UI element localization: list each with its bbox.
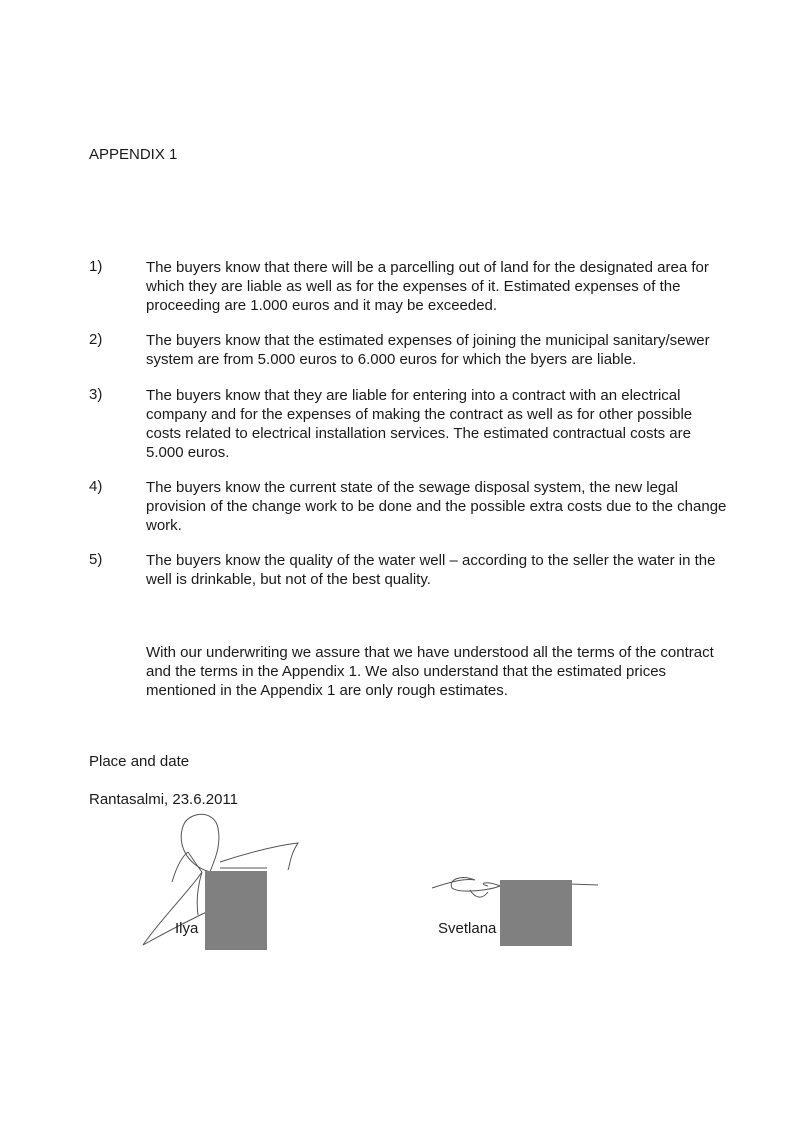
item-text [146,258,776,315]
place-and-date-label: Place and date [89,753,190,770]
item-line: costs related to electrical installation services. The estimated contractual costs are [146,425,691,442]
item-text [146,331,776,369]
item-text [146,386,776,462]
item-line: provision of the change work to be done and the possible extra costs due to the change [146,498,727,515]
place-and-date-value: Rantasalmi, 23.6.2011 [89,791,238,808]
closing-paragraph [146,643,786,700]
item-line: company and for the expenses of making the contract as well as for other possible [146,406,693,423]
item-line: The buyers know that there will be a parcelling out of land for the designated area for [146,259,709,276]
closing-line: With our underwriting we assure that we have understood all the terms of the contract [146,644,714,661]
item-line: The buyers know the current state of the sewage disposal system, the new legal [146,479,678,496]
item-line: proceeding are 1.000 euros and it may be exceeded. [146,297,498,314]
redaction-box [500,880,572,946]
item-line: well is drinkable, but not of the best quality. [146,571,431,588]
document-title: APPENDIX 1 [89,146,178,163]
item-line: work. [146,517,182,534]
signature-name-ilya: Ilya [175,920,199,937]
item-text [146,478,776,535]
item-text [146,551,776,589]
redaction-box [205,871,267,950]
item-number: 2) [89,331,103,348]
item-line: which they are liable as well as for the expenses of it. Estimated expenses of the [146,278,681,295]
item-line: system are from 5.000 euros to 6.000 euros for which the byers are liable. [146,351,637,368]
item-line: 5.000 euros. [146,444,230,461]
item-number: 5) [89,551,103,568]
item-line: The buyers know that the estimated expenses of joining the municipal sanitary/sewer [146,332,710,349]
signature-name-svetlana: Svetlana [438,920,497,937]
closing-line: mentioned in the Appendix 1 are only rough estimates. [146,682,508,699]
item-line: The buyers know the quality of the water well – according to the seller the water in the [146,552,716,569]
closing-line: and the terms in the Appendix 1. We also understand that the estimated prices [146,663,667,680]
item-line: The buyers know that they are liable for entering into a contract with an electrical [146,387,681,404]
item-number: 3) [89,386,103,403]
item-number: 4) [89,478,103,495]
item-number: 1) [89,258,103,275]
